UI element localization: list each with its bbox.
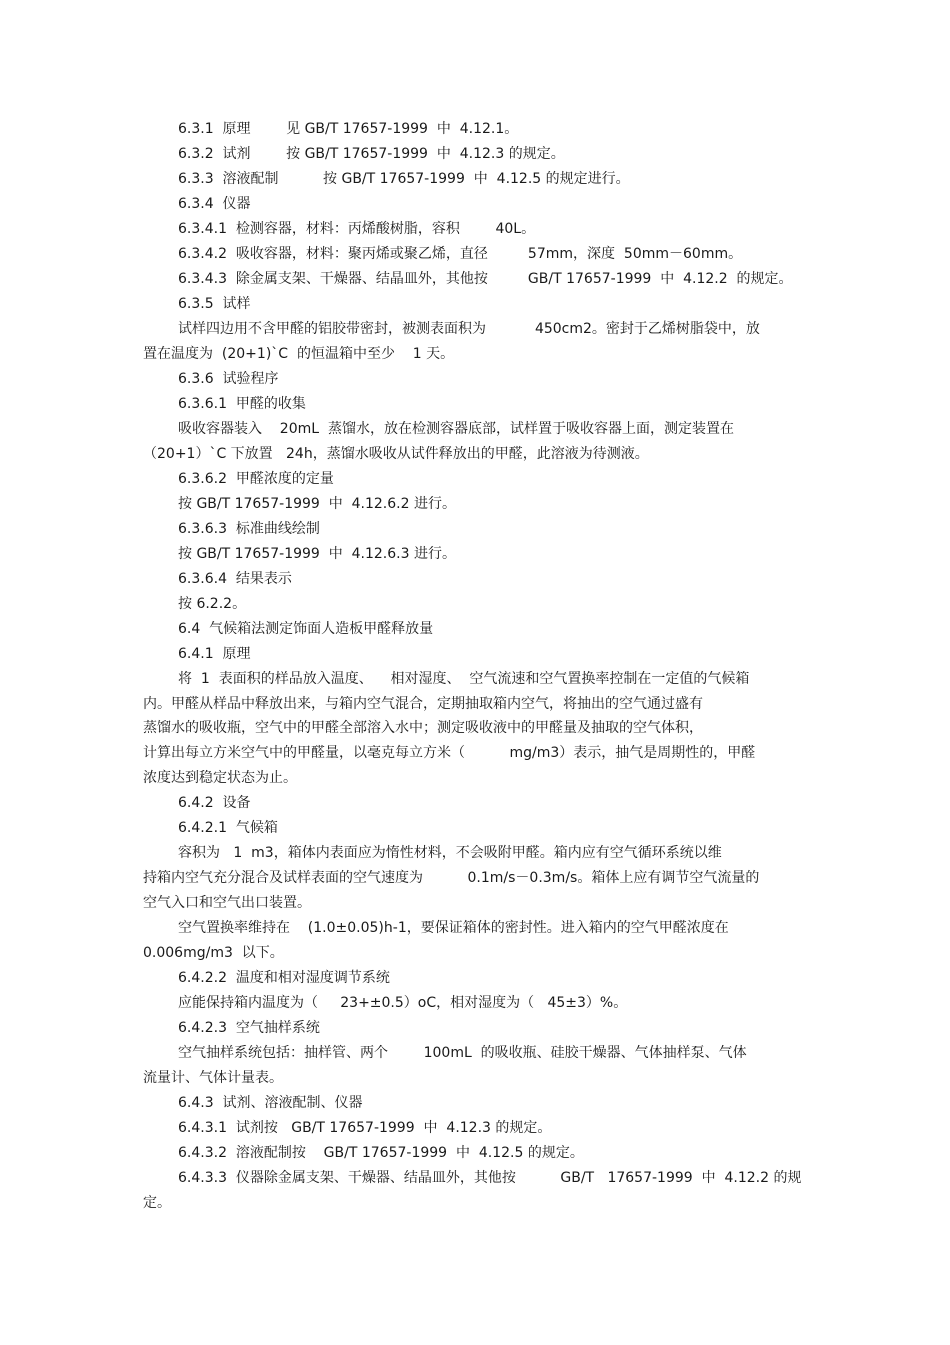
section-heading: 6.4.2.3 空气抽样系统 <box>178 1020 320 1036</box>
paragraph-line: 吸收容器装入 20mL 蒸馏水，放在检测容器底部，试样置于吸收容器上面，测定装置在 <box>178 421 734 437</box>
section-heading: 6.3.4.1 检测容器，材料：丙烯酸树脂，容积 40L。 <box>178 221 536 237</box>
paragraph-line: 浓度达到稳定状态为止。 <box>143 770 297 786</box>
section-heading: 6.3.4.3 除金属支架、干燥器、结晶皿外，其他按 GB/T 17657-1999 中 4.12.2 的规定。 <box>178 271 793 287</box>
paragraph-line: 按 GB/T 17657-1999 中 4.12.6.3 进行。 <box>178 546 456 562</box>
paragraph-line: 计算出每立方米空气中的甲醛量，以毫克每立方米（ mg/m3）表示，抽气是周期性的，甲醛 <box>143 745 756 761</box>
paragraph-line: 试样四边用不含甲醛的铝胶带密封，被测表面积为 450cm2。密封于乙烯树脂袋中，放 <box>178 321 760 337</box>
paragraph-line: 内。甲醛从样品中释放出来，与箱内空气混合，定期抽取箱内空气，将抽出的空气通过盛有 <box>143 696 703 712</box>
section-heading: 6.3.6.1 甲醛的收集 <box>178 396 306 412</box>
paragraph-line: 空气抽样系统包括：抽样管、两个 100mL 的吸收瓶、硅胶干燥器、气体抽样泵、气体 <box>178 1045 747 1061</box>
section-heading: 6.4.2.1 气候箱 <box>178 820 278 836</box>
section-heading: 6.4 气候箱法测定饰面人造板甲醛释放量 <box>178 621 434 637</box>
section-heading: 6.3.6.3 标准曲线绘制 <box>178 521 320 537</box>
section-heading: 6.3.5 试样 <box>178 296 251 312</box>
paragraph-line: 按 GB/T 17657-1999 中 4.12.6.2 进行。 <box>178 496 456 512</box>
paragraph-line: 0.006mg/m3 以下。 <box>143 945 284 961</box>
section-heading: 6.4.3.3 仪器除金属支架、干燥器、结晶皿外，其他按 GB/T 17657-1999 中 4.12.2 的规 <box>178 1170 802 1186</box>
section-heading: 6.3.3 溶液配制 按 GB/T 17657-1999 中 4.12.5 的规定进行。 <box>178 171 630 187</box>
paragraph-line: （20+1）`C 下放置 24h，蒸馏水吸收从试件释放出的甲醛，此溶液为待测液。 <box>143 446 649 462</box>
paragraph-line: 将 1 表面积的样品放入温度、 相对湿度、 空气流速和空气置换率控制在一定值的气候箱 <box>178 671 750 687</box>
paragraph-line: 定。 <box>143 1195 171 1211</box>
section-heading: 6.3.6 试验程序 <box>178 371 279 387</box>
paragraph-line: 按 6.2.2。 <box>178 596 247 612</box>
paragraph-line: 应能保持箱内温度为（ 23+±0.5）oC，相对湿度为（ 45±3）%。 <box>178 995 628 1011</box>
section-heading: 6.4.3.1 试剂按 GB/T 17657-1999 中 4.12.3 的规定。 <box>178 1120 552 1136</box>
paragraph-line: 容积为 1 m3，箱体内表面应为惰性材料，不会吸附甲醛。箱内应有空气循环系统以维 <box>178 845 722 861</box>
section-heading: 6.3.4 仪器 <box>178 196 251 212</box>
section-heading: 6.4.2 设备 <box>178 795 251 811</box>
section-heading: 6.3.6.2 甲醛浓度的定量 <box>178 471 334 487</box>
section-heading: 6.4.2.2 温度和相对湿度调节系统 <box>178 970 390 986</box>
paragraph-line: 空气置换率维持在 (1.0±0.05)h-1，要保证箱体的密封性。进入箱内的空气甲醛浓度在 <box>178 920 729 936</box>
paragraph-line: 持箱内空气充分混合及试样表面的空气速度为 0.1m/s－0.3m/s。箱体上应有调节空气流量的 <box>143 870 760 886</box>
section-heading: 6.3.6.4 结果表示 <box>178 571 292 587</box>
paragraph-line: 空气入口和空气出口装置。 <box>143 895 311 911</box>
paragraph-line: 蒸馏水的吸收瓶，空气中的甲醛全部溶入水中；测定吸收液中的甲醛量及抽取的空气体积， <box>143 720 703 736</box>
section-heading: 6.4.3.2 溶液配制按 GB/T 17657-1999 中 4.12.5 的规定。 <box>178 1145 584 1161</box>
section-heading: 6.3.2 试剂 按 GB/T 17657-1999 中 4.12.3 的规定。 <box>178 146 565 162</box>
paragraph-line: 流量计、气体计量表。 <box>143 1070 283 1086</box>
section-heading: 6.3.1 原理 见 GB/T 17657-1999 中 4.12.1。 <box>178 121 519 137</box>
section-heading: 6.3.4.2 吸收容器，材料：聚丙烯或聚乙烯，直径 57mm，深度 50mm－60mm。 <box>178 246 743 262</box>
paragraph-line: 置在温度为 (20+1)`C 的恒温箱中至少 1 天。 <box>143 346 455 362</box>
section-heading: 6.4.3 试剂、溶液配制、仪器 <box>178 1095 363 1111</box>
section-heading: 6.4.1 原理 <box>178 646 251 662</box>
